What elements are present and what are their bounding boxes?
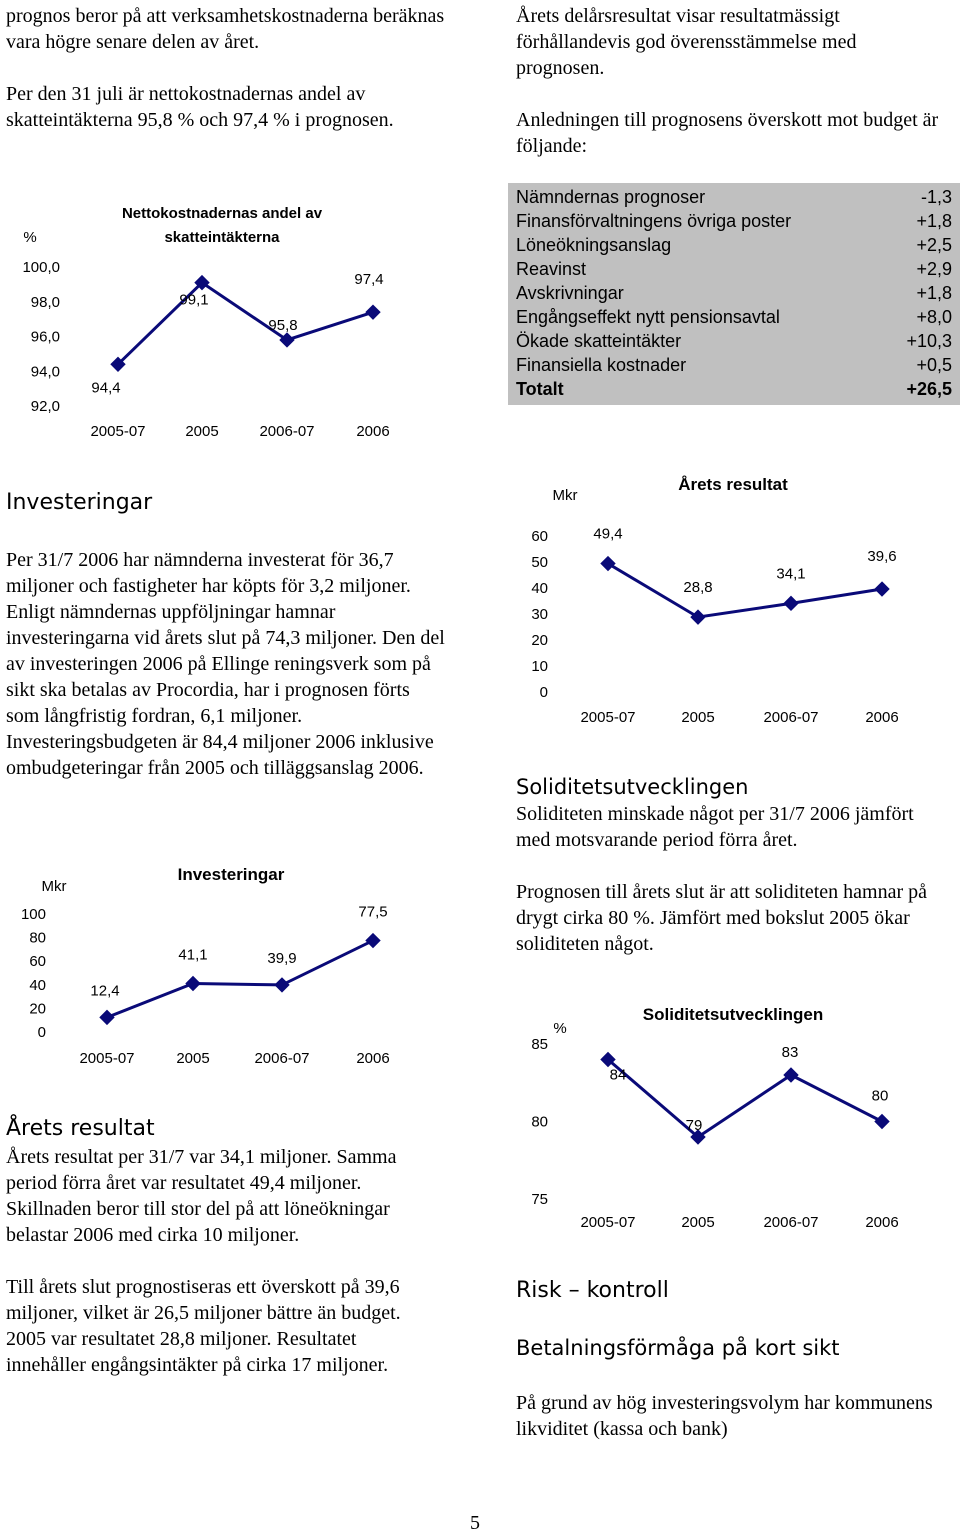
soliditet-text xyxy=(516,801,946,957)
y-tick-label: 100,0 xyxy=(22,259,60,276)
paragraph: Årets resultat per 31/7 var 34,1 miljoner. Samma period förra året var resultatet 49,4 miljoner. Skillnaden beror till stor del på att löneökningar belastar 2006 med cirka 10 miljoner. xyxy=(6,1146,397,1246)
data-label: 41,1 xyxy=(178,946,208,964)
paragraph: prognos beror på att verksamhetskostnaderna beräknas vara högre senare delen av året. xyxy=(6,5,445,53)
row-label: Reavinst xyxy=(516,259,587,279)
data-label: 34,1 xyxy=(776,565,806,583)
series-line xyxy=(608,1060,882,1138)
row-label: Finansiella kostnader xyxy=(516,355,687,375)
x-tick-label: 2005 xyxy=(681,1214,715,1231)
row-label: Engångseffekt nytt pensionsavtal xyxy=(516,307,780,327)
x-tick-label: 2006-07 xyxy=(254,1050,310,1067)
data-point-marker xyxy=(601,557,615,571)
row-label: Nämndernas prognoser xyxy=(516,187,706,207)
data-point-marker xyxy=(366,934,380,948)
data-point-marker xyxy=(100,1010,114,1024)
x-tick-label: 2006 xyxy=(356,423,390,440)
x-tick-label: 2005 xyxy=(176,1050,210,1067)
data-point-marker xyxy=(366,305,380,319)
row-label: Ökade skatteintäkter xyxy=(516,331,682,351)
budget-deviation-table xyxy=(508,183,960,405)
data-label: 77,5 xyxy=(358,903,388,921)
paragraph: Soliditeten minskade något per 31/7 2006 jämfört med motsvarande period förra året. xyxy=(516,803,914,851)
y-tick-label: 60 xyxy=(531,528,548,545)
row-value: +8,0 xyxy=(916,307,952,327)
chart-arets-resultat xyxy=(510,465,950,735)
y-tick-label: 40 xyxy=(29,976,46,994)
y-tick-label: 0 xyxy=(37,1024,46,1041)
data-label: 99,1 xyxy=(179,291,209,309)
data-point-marker xyxy=(875,1115,889,1129)
table-total-row xyxy=(508,377,960,401)
chart-title: Investeringar xyxy=(177,865,285,884)
series-line xyxy=(118,283,373,365)
y-tick-label: 80 xyxy=(29,929,46,947)
y-tick-label: 98,0 xyxy=(30,293,60,311)
total-label: Totalt xyxy=(516,379,564,399)
chart-unit-label: Mkr xyxy=(41,878,67,895)
data-point-marker xyxy=(275,978,289,992)
table-row xyxy=(508,185,960,209)
page-number: 5 xyxy=(470,1512,480,1534)
data-point-marker xyxy=(784,596,798,610)
row-value: +1,8 xyxy=(916,283,952,303)
series-line xyxy=(608,564,882,618)
data-point-marker xyxy=(875,582,889,596)
paragraph: Per den 31 juli är nettokostnadernas andel av skatteintäkterna 95,8 % och 97,4 % i prognosen. xyxy=(6,83,394,131)
y-tick-label: 60 xyxy=(29,953,46,971)
chart-title: skatteintäkterna xyxy=(164,229,280,246)
row-value: +2,9 xyxy=(916,259,952,279)
row-label: Löneökningsanslag xyxy=(516,235,672,255)
paragraph: Till årets slut prognostiseras ett överskott på 39,6 miljoner, vilket är 26,5 miljoner bättre än budget. 2005 var resultatet 28,8 miljoner. Resultatet innehåller engångsintäkter på cirka 17 miljoner. xyxy=(6,1276,401,1376)
chart-unit-label: Mkr xyxy=(552,487,578,504)
y-tick-label: 80 xyxy=(531,1113,548,1131)
data-label: 12,4 xyxy=(90,982,120,1000)
x-tick-label: 2006-07 xyxy=(763,1214,819,1231)
paragraph: Anledningen till prognosens överskott mot budget är följande: xyxy=(516,109,939,157)
chart-title: Soliditetsutvecklingen xyxy=(642,1005,824,1024)
y-tick-label: 75 xyxy=(531,1191,548,1208)
section-heading-arets-resultat: Årets resultat xyxy=(6,1116,155,1141)
x-tick-label: 2006 xyxy=(865,1214,899,1231)
row-label: Finansförvaltningens övriga poster xyxy=(516,211,792,231)
data-label: 49,4 xyxy=(593,525,623,543)
y-tick-label: 94,0 xyxy=(30,363,60,381)
x-tick-label: 2006-07 xyxy=(259,423,315,440)
subheading-betalningsformaga: Betalningsförmåga på kort sikt xyxy=(516,1336,840,1360)
chart-arets-resultat-svg xyxy=(510,465,950,735)
row-value: +10,3 xyxy=(906,331,952,351)
table-row xyxy=(508,281,960,305)
paragraph: Årets delårsresultat visar resultatmässigt förhållandevis god överensstämmelse med prognosen. xyxy=(516,5,857,79)
data-label: 79 xyxy=(685,1117,703,1134)
data-label: 97,4 xyxy=(354,271,384,289)
table-row xyxy=(508,257,960,281)
y-tick-label: 85 xyxy=(531,1036,548,1053)
x-tick-label: 2006-07 xyxy=(763,709,819,726)
chart-unit-label: % xyxy=(553,1020,567,1037)
y-tick-label: 100 xyxy=(20,906,46,923)
chart-title: Nettokostnadernas andel av xyxy=(121,205,323,222)
paragraph: På grund av hög investeringsvolym har kommunens likviditet (kassa och bank) xyxy=(516,1392,933,1440)
data-label: 80 xyxy=(871,1087,889,1105)
section-heading-soliditet: Soliditetsutvecklingen xyxy=(516,775,749,799)
y-tick-label: 30 xyxy=(531,606,548,623)
risk-text xyxy=(516,1390,936,1442)
table-row xyxy=(508,353,960,377)
y-tick-label: 40 xyxy=(531,580,548,597)
y-tick-label: 20 xyxy=(29,1000,46,1018)
data-label: 39,9 xyxy=(267,949,297,967)
data-label: 83 xyxy=(781,1044,799,1061)
paragraph: Per 31/7 2006 har nämnderna investerat för 36,7 miljoner och fastigheter har köpts för 3,2 miljoner. Enligt nämndernas uppföljningar hamnar investeringarna vid årets slut på 74,3 miljoner. Den del av investeringen 2006 på Ellinge reningsverk som på sikt ska betalas av Procordia, har i prognosen förts som långfristig fordran, 6,1 miljoner. Investeringsbudgeten är 84,4 miljoner 2006 inklusive ombudgeteringar från 2005 och tilläggsanslag 2006. xyxy=(6,549,445,779)
total-value: +26,5 xyxy=(906,379,952,399)
table-row xyxy=(508,233,960,257)
data-label: 94,4 xyxy=(91,379,121,397)
data-label: 28,8 xyxy=(683,579,713,597)
chart-soliditet xyxy=(510,995,950,1240)
x-tick-label: 2006 xyxy=(865,709,899,726)
table-row xyxy=(508,209,960,233)
chart-investeringar-svg xyxy=(0,850,430,1080)
paragraph: Prognosen till årets slut är att soliditeten hamnar på drygt cirka 80 %. Jämfört med bokslut 2005 ökar soliditeten något. xyxy=(516,881,928,955)
investeringar-text xyxy=(6,547,446,781)
row-value: +2,5 xyxy=(916,235,952,255)
x-tick-label: 2005-07 xyxy=(90,423,146,440)
y-tick-label: 50 xyxy=(531,554,548,571)
data-point-marker xyxy=(691,610,705,624)
chart-title: Årets resultat xyxy=(678,475,788,494)
data-label: 84 xyxy=(609,1066,627,1084)
chart-unit-label: % xyxy=(23,229,37,246)
row-value: +1,8 xyxy=(916,211,952,231)
x-tick-label: 2005 xyxy=(185,423,219,440)
row-value: -1,3 xyxy=(920,187,952,207)
data-label: 95,8 xyxy=(268,316,298,334)
x-tick-label: 2005-07 xyxy=(580,1214,636,1231)
data-point-marker xyxy=(186,977,200,991)
left-intro-text xyxy=(6,3,446,133)
section-heading-investeringar: Investeringar xyxy=(6,490,153,515)
y-tick-label: 20 xyxy=(531,632,548,649)
chart-investeringar xyxy=(0,850,430,1080)
row-value: +0,5 xyxy=(916,355,952,375)
y-tick-label: 92,0 xyxy=(30,398,60,415)
right-intro-text xyxy=(516,3,946,159)
x-tick-label: 2005-07 xyxy=(580,709,636,726)
x-tick-label: 2005 xyxy=(681,709,715,726)
table-row xyxy=(508,305,960,329)
row-label: Avskrivningar xyxy=(516,283,624,303)
x-tick-label: 2005-07 xyxy=(79,1050,135,1067)
section-heading-risk: Risk – kontroll xyxy=(516,1278,669,1303)
y-tick-label: 0 xyxy=(539,684,548,701)
data-label: 39,6 xyxy=(867,548,897,566)
chart-soliditet-svg xyxy=(510,995,950,1240)
arets-resultat-text xyxy=(6,1144,436,1378)
x-tick-label: 2006 xyxy=(356,1050,390,1067)
table-row xyxy=(508,329,960,353)
series-line xyxy=(107,941,373,1018)
chart-nettokostnader xyxy=(0,190,430,440)
y-tick-label: 10 xyxy=(531,658,548,675)
chart-nettokostnader-svg xyxy=(0,190,430,440)
y-tick-label: 96,0 xyxy=(30,328,60,346)
